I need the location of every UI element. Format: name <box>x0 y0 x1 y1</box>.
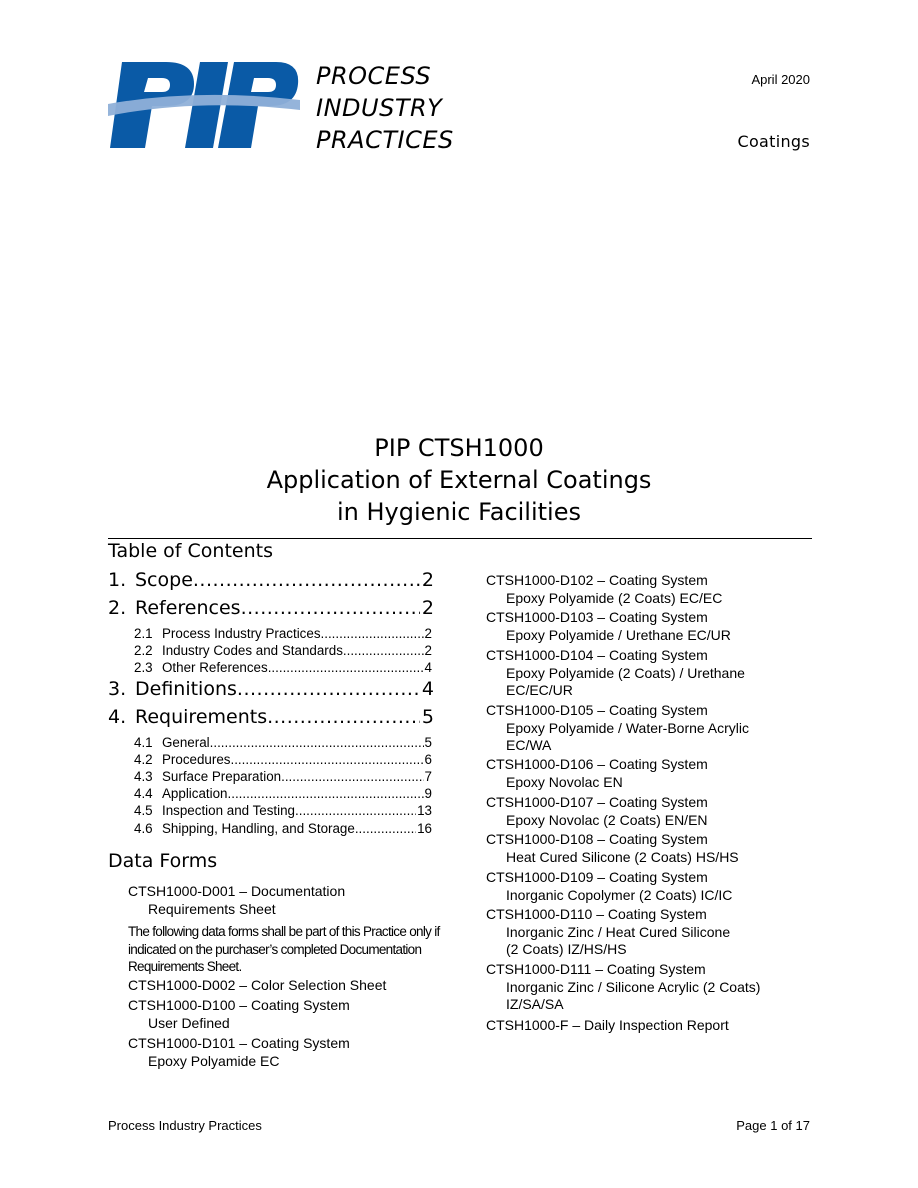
toc-subentry-number: 4.4 <box>134 786 153 801</box>
toc-subentry-label: Procedures <box>162 752 231 767</box>
data-form-subtitle: Epoxy Polyamide / Urethane EC/UR <box>506 626 731 643</box>
toc-entry-label: Scope <box>135 569 193 591</box>
toc-subentry[interactable] <box>134 786 432 801</box>
toc-entry-requirements[interactable] <box>108 706 434 728</box>
data-form-subtitle: IZ/SA/SA <box>506 996 564 1012</box>
data-form-subtitle: Requirements Sheet <box>148 900 276 917</box>
toc-subentry-number: 4.1 <box>134 735 153 750</box>
toc-subentry-label: Shipping, Handling, and Storage <box>162 821 355 836</box>
data-form-title: CTSH1000-D108 – Coating System <box>486 831 708 847</box>
toc-subentry-label: Industry Codes and Standards <box>162 643 343 658</box>
data-form-title: CTSH1000-F – Daily Inspection Report <box>486 1017 729 1033</box>
toc-entry-label: Requirements <box>135 706 268 728</box>
data-forms-heading: Data Forms <box>108 850 218 872</box>
logo-line-1: PROCESS <box>316 62 432 90</box>
data-form-entry[interactable] <box>486 906 730 959</box>
toc-entry-number: 4. <box>108 706 127 728</box>
toc-leader-dots <box>210 735 424 750</box>
toc-leader-dots <box>267 706 420 728</box>
logo-line-2: INDUSTRY <box>316 94 443 122</box>
toc-leader-dots <box>228 786 424 801</box>
toc-entry-references[interactable] <box>108 597 434 619</box>
data-form-entry[interactable] <box>128 883 345 918</box>
data-form-entry[interactable] <box>486 702 749 755</box>
data-form-title: CTSH1000-D109 – Coating System <box>486 869 708 885</box>
data-form-entry[interactable] <box>486 961 760 1014</box>
toc-entry-label: Definitions <box>135 678 237 700</box>
document-date: April 2020 <box>751 72 810 87</box>
data-form-subtitle: EC/WA <box>506 737 552 753</box>
toc-subentry[interactable] <box>134 769 432 784</box>
toc-subentry[interactable] <box>134 626 432 641</box>
title-line-2: Application of External Coatings <box>266 466 652 494</box>
toc-leader-dots <box>193 569 420 591</box>
toc-entry-label: References <box>135 597 241 619</box>
data-form-subtitle: Epoxy Polyamide (2 Coats) EC/EC <box>506 589 723 606</box>
toc-leader-dots <box>268 660 424 675</box>
toc-entry-definitions[interactable] <box>108 678 434 700</box>
toc-entry-page: 4 <box>421 678 434 700</box>
toc-subentry-label: Process Industry Practices <box>162 626 321 641</box>
data-form-entry[interactable] <box>486 869 732 904</box>
title-line-3: in Hygienic Facilities <box>337 498 581 526</box>
data-forms-note: The following data forms shall be part of this Practice only if indicated on the purchaser’s completed Documentation Requirements Sheet. <box>128 924 440 974</box>
toc-subentry[interactable] <box>134 660 432 675</box>
toc-subentry-label: Surface Preparation <box>162 769 282 784</box>
data-form-entry[interactable] <box>486 794 708 829</box>
toc-heading: Table of Contents <box>108 540 273 562</box>
data-form-title: CTSH1000-D110 – Coating System <box>486 906 707 922</box>
toc-leader-dots <box>321 626 424 641</box>
footer-organization: Process Industry Practices <box>108 1118 262 1133</box>
toc-subentry-number: 4.2 <box>134 752 153 767</box>
toc-leader-dots <box>237 678 420 700</box>
data-form-title: CTSH1000-D101 – Coating System <box>128 1035 350 1051</box>
data-form-title: CTSH1000-D001 – Documentation <box>128 883 346 899</box>
toc-subentry-number: 4.5 <box>134 803 153 818</box>
data-form-entry[interactable] <box>486 756 708 791</box>
data-form-entry[interactable] <box>128 997 350 1032</box>
toc-subentry-label: Inspection and Testing <box>162 803 296 818</box>
toc-subentry-page: 2 <box>424 626 432 641</box>
toc-subentry-number: 4.6 <box>134 821 153 836</box>
toc-leader-dots <box>230 752 423 767</box>
data-form-subtitle: Epoxy Novolac (2 Coats) EN/EN <box>506 811 708 828</box>
data-form-subtitle: Epoxy Polyamide (2 Coats) / Urethane <box>506 664 745 681</box>
pip-logo <box>108 60 300 150</box>
toc-leader-dots <box>295 803 416 818</box>
toc-entry-page: 2 <box>421 569 434 591</box>
toc-subentry-page: 16 <box>417 821 432 836</box>
toc-subentry[interactable] <box>134 735 432 750</box>
document-section: Coatings <box>737 132 810 151</box>
toc-subentry-page: 13 <box>417 803 432 818</box>
document-title <box>0 432 918 528</box>
toc-subentry-page: 6 <box>424 752 432 767</box>
toc-subentry-page: 4 <box>424 660 432 675</box>
data-form-title: CTSH1000-D104 – Coating System <box>486 647 708 663</box>
data-form-entry[interactable] <box>486 831 739 866</box>
data-form-title: CTSH1000-D102 – Coating System <box>486 572 708 588</box>
toc-entry-number: 1. <box>108 569 127 591</box>
toc-subentry-number: 2.1 <box>134 626 153 641</box>
toc-subentry-number: 4.3 <box>134 769 153 784</box>
toc-leader-dots <box>281 769 423 784</box>
data-form-entry[interactable] <box>486 572 722 607</box>
data-form-subtitle: Epoxy Polyamide EC <box>148 1052 280 1069</box>
toc-subentry-label: Other References <box>162 660 268 675</box>
data-form-subtitle: User Defined <box>148 1014 230 1031</box>
data-form-entry[interactable] <box>486 609 731 644</box>
toc-subentry[interactable] <box>134 803 432 818</box>
data-form-title: CTSH1000-D100 – Coating System <box>128 997 350 1013</box>
data-form-title: CTSH1000-D103 – Coating System <box>486 609 708 625</box>
toc-subentry-label: General <box>162 735 210 750</box>
toc-subentry-page: 2 <box>424 643 432 658</box>
toc-subentry-page: 7 <box>424 769 432 784</box>
toc-entry-number: 3. <box>108 678 127 700</box>
data-form-subtitle: Epoxy Novolac EN <box>506 773 623 790</box>
title-divider <box>108 538 812 539</box>
toc-subentry[interactable] <box>134 643 432 658</box>
data-form-subtitle: Heat Cured Silicone (2 Coats) HS/HS <box>506 848 739 865</box>
data-form-entry[interactable] <box>128 977 386 995</box>
logo-wordmark <box>316 60 454 156</box>
data-form-title: CTSH1000-D002 – Color Selection Sheet <box>128 977 387 993</box>
data-form-subtitle: (2 Coats) IZ/HS/HS <box>506 941 627 957</box>
data-form-title: CTSH1000-D106 – Coating System <box>486 756 708 772</box>
toc-entry-scope[interactable] <box>108 569 434 591</box>
data-form-entry[interactable] <box>486 1017 729 1035</box>
data-form-entry[interactable] <box>128 1035 350 1070</box>
toc-leader-dots <box>343 643 424 658</box>
footer-page-number: Page 1 of 17 <box>736 1118 810 1133</box>
data-form-entry[interactable] <box>486 647 745 700</box>
data-form-title: CTSH1000-D111 – Coating System <box>486 961 706 977</box>
data-form-subtitle: Inorganic Zinc / Silicone Acrylic (2 Coats) <box>506 978 761 995</box>
toc-subentry-page: 9 <box>424 786 432 801</box>
toc-entry-page: 2 <box>421 597 434 619</box>
toc-subentry-label: Application <box>162 786 228 801</box>
toc-entry-number: 2. <box>108 597 127 619</box>
toc-subentry[interactable] <box>134 821 432 836</box>
title-line-1: PIP CTSH1000 <box>374 434 544 462</box>
data-form-subtitle: Epoxy Polyamide / Water-Borne Acrylic <box>506 719 750 736</box>
toc-leader-dots <box>241 597 420 619</box>
data-form-subtitle: EC/EC/UR <box>506 682 573 698</box>
toc-subentry-number: 2.3 <box>134 660 153 675</box>
toc-subentry[interactable] <box>134 752 432 767</box>
toc-entry-page: 5 <box>421 706 434 728</box>
data-form-subtitle: Inorganic Zinc / Heat Cured Silicone <box>506 923 731 940</box>
data-form-title: CTSH1000-D107 – Coating System <box>486 794 708 810</box>
toc-subentry-page: 5 <box>424 735 432 750</box>
logo-line-3: PRACTICES <box>316 126 454 154</box>
toc-leader-dots <box>355 821 416 836</box>
toc-subentry-number: 2.2 <box>134 643 153 658</box>
data-form-title: CTSH1000-D105 – Coating System <box>486 702 708 718</box>
data-form-subtitle: Inorganic Copolymer (2 Coats) IC/IC <box>506 886 733 903</box>
